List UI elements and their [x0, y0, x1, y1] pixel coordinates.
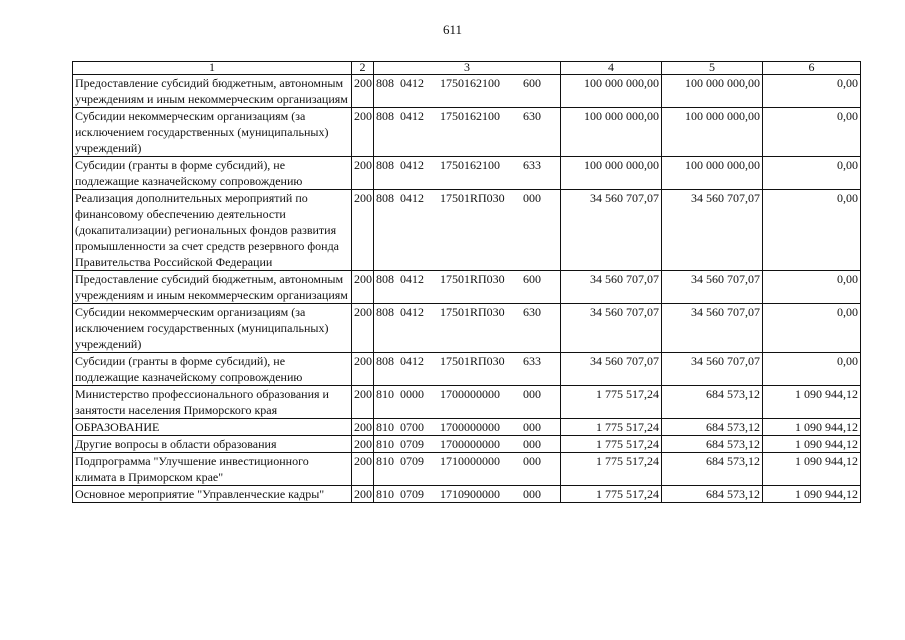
- table-row: [73, 353, 861, 386]
- code-part: 000: [523, 437, 541, 451]
- table-row: [73, 486, 861, 503]
- row-value-4: 34 560 707,07: [561, 190, 662, 271]
- row-name: Субсидии некоммерческим организациям (за исключением государственных (муниципальных) учреждений): [73, 108, 352, 157]
- row-name: Субсидии (гранты в форме субсидий), не подлежащие казначейскому сопровождению: [73, 157, 352, 190]
- header-col-2: 2: [352, 62, 374, 75]
- code-part: 17501RП030: [440, 191, 505, 205]
- code-part: 000: [523, 487, 541, 501]
- row-code: [374, 436, 561, 453]
- page-number: 611: [442, 22, 463, 37]
- row-name: Другие вопросы в области образования: [73, 436, 352, 453]
- header-col-4: 4: [561, 62, 662, 75]
- table-row: [73, 190, 861, 271]
- row-name: Предоставление субсидий бюджетным, автономным учреждениям и иным некоммерческим организациям: [73, 75, 352, 108]
- code-part: 0000: [400, 387, 424, 401]
- header-col-3: 3: [374, 62, 561, 75]
- code-part: 1700000000: [440, 437, 500, 451]
- table-row: [73, 453, 861, 486]
- code-part: 0412: [400, 354, 424, 368]
- row-col-2: 200: [352, 436, 374, 453]
- code-part: 17501RП030: [440, 305, 505, 319]
- row-value-4: 1 775 517,24: [561, 386, 662, 419]
- row-col-2: 200: [352, 419, 374, 436]
- code-part: 810: [376, 454, 394, 468]
- row-code: [374, 486, 561, 503]
- code-part: 000: [523, 420, 541, 434]
- code-part: 17501RП030: [440, 354, 505, 368]
- code-part: 1750162100: [440, 76, 500, 90]
- row-col-2: 200: [352, 190, 374, 271]
- row-col-2: 200: [352, 486, 374, 503]
- row-code: [374, 304, 561, 353]
- row-code: [374, 419, 561, 436]
- row-col-2: 200: [352, 304, 374, 353]
- row-code: [374, 190, 561, 271]
- row-value-5: 34 560 707,07: [662, 190, 763, 271]
- row-value-4: 34 560 707,07: [561, 271, 662, 304]
- row-value-5: 34 560 707,07: [662, 271, 763, 304]
- code-part: 1750162100: [440, 158, 500, 172]
- row-name: Министерство профессионального образования и занятости населения Приморского края: [73, 386, 352, 419]
- row-value-6: 1 090 944,12: [763, 453, 861, 486]
- row-code: [374, 75, 561, 108]
- row-value-5: 34 560 707,07: [662, 353, 763, 386]
- row-col-2: 200: [352, 75, 374, 108]
- row-col-2: 200: [352, 108, 374, 157]
- row-name: Субсидии (гранты в форме субсидий), не подлежащие казначейскому сопровождению: [73, 353, 352, 386]
- row-name: Основное мероприятие "Управленческие кадры": [73, 486, 352, 503]
- code-part: 630: [523, 109, 541, 123]
- code-part: 000: [523, 191, 541, 205]
- row-value-6: 0,00: [763, 271, 861, 304]
- row-col-2: 200: [352, 271, 374, 304]
- code-part: 810: [376, 487, 394, 501]
- table-row: [73, 75, 861, 108]
- row-value-6: 0,00: [763, 304, 861, 353]
- row-value-6: 1 090 944,12: [763, 436, 861, 453]
- code-part: 810: [376, 387, 394, 401]
- row-value-5: 684 573,12: [662, 419, 763, 436]
- row-value-4: 100 000 000,00: [561, 75, 662, 108]
- row-value-4: 100 000 000,00: [561, 108, 662, 157]
- row-value-4: 34 560 707,07: [561, 304, 662, 353]
- row-value-4: 1 775 517,24: [561, 486, 662, 503]
- row-value-5: 34 560 707,07: [662, 304, 763, 353]
- row-value-5: 100 000 000,00: [662, 108, 763, 157]
- row-code: [374, 453, 561, 486]
- row-value-4: 1 775 517,24: [561, 436, 662, 453]
- row-value-6: 0,00: [763, 108, 861, 157]
- row-name: Реализация дополнительных мероприятий по финансовому обеспечению деятельности (докапитализации) региональных фондов развития промышленности за счет средств резервного фонда Правительства Российской Федерации: [73, 190, 352, 271]
- row-code: [374, 386, 561, 419]
- row-value-6: 1 090 944,12: [763, 486, 861, 503]
- code-part: 600: [523, 272, 541, 286]
- row-value-5: 684 573,12: [662, 436, 763, 453]
- row-value-5: 684 573,12: [662, 386, 763, 419]
- row-value-6: 1 090 944,12: [763, 386, 861, 419]
- row-col-2: 200: [352, 353, 374, 386]
- row-value-6: 0,00: [763, 353, 861, 386]
- code-part: 600: [523, 76, 541, 90]
- table-row: [73, 271, 861, 304]
- code-part: 810: [376, 437, 394, 451]
- code-part: 000: [523, 454, 541, 468]
- table-row: [73, 157, 861, 190]
- code-part: 1700000000: [440, 387, 500, 401]
- row-col-2: 200: [352, 157, 374, 190]
- code-part: 0412: [400, 305, 424, 319]
- code-part: 0412: [400, 191, 424, 205]
- row-name: Предоставление субсидий бюджетным, автономным учреждениям и иным некоммерческим организациям: [73, 271, 352, 304]
- row-value-4: 1 775 517,24: [561, 419, 662, 436]
- code-part: 0700: [400, 420, 424, 434]
- row-value-5: 100 000 000,00: [662, 75, 763, 108]
- row-code: [374, 271, 561, 304]
- row-code: [374, 353, 561, 386]
- code-part: 0709: [400, 454, 424, 468]
- code-part: 1750162100: [440, 109, 500, 123]
- code-part: 0709: [400, 437, 424, 451]
- header-col-5: 5: [662, 62, 763, 75]
- budget-table: [72, 61, 861, 503]
- code-part: 1710900000: [440, 487, 500, 501]
- table-row: [73, 304, 861, 353]
- row-value-6: 0,00: [763, 157, 861, 190]
- code-part: 808: [376, 191, 394, 205]
- code-part: 808: [376, 354, 394, 368]
- row-name: Подпрограмма "Улучшение инвестиционного климата в Приморском крае": [73, 453, 352, 486]
- row-code: [374, 157, 561, 190]
- code-part: 000: [523, 387, 541, 401]
- table-row: [73, 419, 861, 436]
- row-value-6: 1 090 944,12: [763, 419, 861, 436]
- code-part: 808: [376, 305, 394, 319]
- row-col-2: 200: [352, 386, 374, 419]
- row-value-4: 100 000 000,00: [561, 157, 662, 190]
- code-part: 808: [376, 272, 394, 286]
- code-part: 633: [523, 158, 541, 172]
- table-row: [73, 386, 861, 419]
- code-part: 0709: [400, 487, 424, 501]
- code-part: 0412: [400, 158, 424, 172]
- row-value-5: 100 000 000,00: [662, 157, 763, 190]
- code-part: 1700000000: [440, 420, 500, 434]
- table-row: [73, 436, 861, 453]
- code-part: 0412: [400, 109, 424, 123]
- row-value-4: 1 775 517,24: [561, 453, 662, 486]
- header-col-6: 6: [763, 62, 861, 75]
- code-part: 630: [523, 305, 541, 319]
- row-value-5: 684 573,12: [662, 453, 763, 486]
- row-col-2: 200: [352, 453, 374, 486]
- row-value-6: 0,00: [763, 75, 861, 108]
- header-row: [73, 62, 861, 75]
- row-value-4: 34 560 707,07: [561, 353, 662, 386]
- header-col-1: 1: [73, 62, 352, 75]
- code-part: 1710000000: [440, 454, 500, 468]
- code-part: 17501RП030: [440, 272, 505, 286]
- row-code: [374, 108, 561, 157]
- row-name: Субсидии некоммерческим организациям (за исключением государственных (муниципальных) учреждений): [73, 304, 352, 353]
- code-part: 808: [376, 76, 394, 90]
- code-part: 0412: [400, 272, 424, 286]
- code-part: 633: [523, 354, 541, 368]
- code-part: 808: [376, 158, 394, 172]
- row-value-6: 0,00: [763, 190, 861, 271]
- code-part: 810: [376, 420, 394, 434]
- table-row: [73, 108, 861, 157]
- row-value-5: 684 573,12: [662, 486, 763, 503]
- code-part: 0412: [400, 76, 424, 90]
- code-part: 808: [376, 109, 394, 123]
- row-name: ОБРАЗОВАНИЕ: [73, 419, 352, 436]
